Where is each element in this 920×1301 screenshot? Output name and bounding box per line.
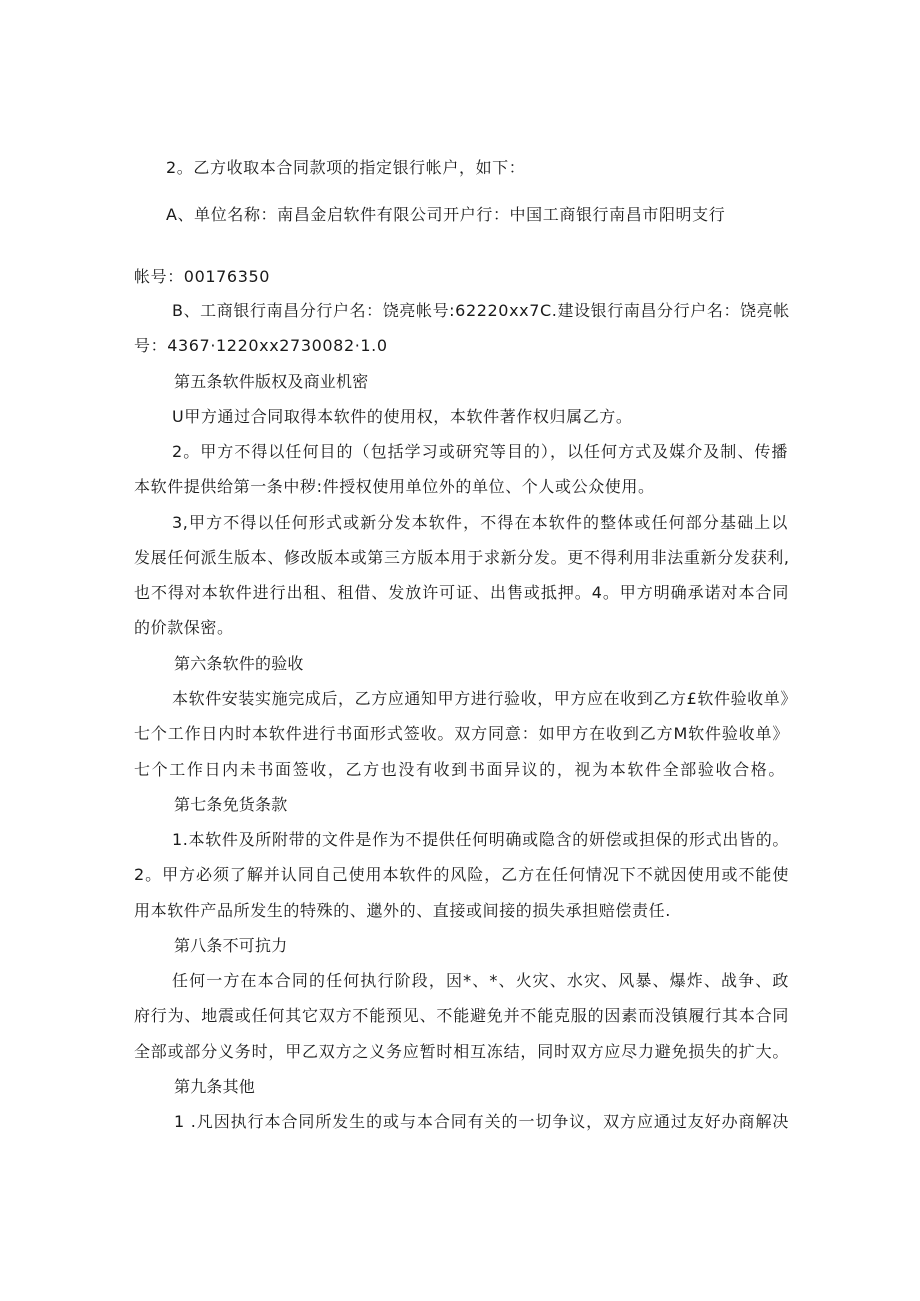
section-heading-9: 第九条其他 — [174, 1077, 256, 1096]
section-heading-5: 第五条软件版权及商业机密 — [174, 372, 369, 391]
clause-7-2: 2。甲方必须了解并认同自己使用本软件的风险，乙方在任何情况下不就因使用或不能使 — [134, 865, 789, 884]
clause-8-1-cont-2: 全部或部分义务时，甲乙双方之义务应暂时相互冻结，同时双方应尽力避免损失的扩大。 — [134, 1042, 789, 1061]
section-heading-7: 第七条免货条款 — [174, 795, 288, 814]
clause-bank-account-a: A、单位名称：南昌金启软件有限公司开户行：中国工商银行南昌市阳明支行 — [166, 205, 726, 224]
clause-bank-account-intro: 2。乙方收取本合同款项的指定银行帐户，如下： — [166, 158, 526, 177]
clause-bank-account-b-cont: 号：4367·1220xx2730082·1.0 — [134, 336, 388, 355]
clause-5-3-cont-2: 也不得对本软件进行出租、租借、发放许可证、出售或抵押。4。甲方明确承诺对本合同 — [134, 583, 789, 602]
clause-5-2-cont: 本软件提供给第一条中秽:件授权使用单位外的单位、个人或公众使用。 — [134, 477, 655, 496]
clause-6-1: 本软件安装实施完成后，乙方应通知甲方进行验收，甲方应在收到乙方£软件验收单》 — [172, 689, 797, 708]
clause-6-1-cont-1: 七个工作日内时本软件进行书面形式签收。双方同意：如甲方在收到乙方M软件验收单》 — [134, 724, 789, 743]
clause-7-2-cont: 用本软件产品所发生的特殊的、邋外的、直接或间接的损失承担赔偿责任. — [134, 901, 671, 920]
clause-5-2: 2。甲方不得以任何目的（包括学习或研究等目的），以任何方式及媒介及制、传播 — [172, 442, 788, 461]
clause-7-1: 1.本软件及所附带的文件是作为不提供任何明确或隐含的妍偿或担保的形式出皆的。 — [172, 830, 789, 849]
clause-6-1-cont-2: 七个工作日内未书面签收，乙方也没有收到书面异议的，视为本软件全部验收合格。 — [134, 760, 785, 779]
clause-5-3: 3,甲方不得以任何形式或新分发本软件，不得在本软件的整体或任何部分基础上以 — [172, 513, 788, 532]
clause-bank-account-b: B、工商银行南昌分行户名：饶亮帐号:62220xx7C.建设银行南昌分行户名：饶亮帐 — [172, 301, 790, 320]
clause-5-1: U甲方通过合同取得本软件的使用权，本软件著作权归属乙方。 — [172, 407, 633, 426]
clause-9-1: 1 .凡因执行本合同所发生的或与本合同有关的一切争议，双方应通过友好办商解决 — [174, 1112, 789, 1131]
clause-5-4-cont: 的价款保密。 — [134, 618, 234, 637]
section-heading-6: 第六条软件的验收 — [174, 654, 304, 673]
clause-8-1-cont-1: 府行为、地震或任何其它双方不能预见、不能避免并不能克服的因素而没镇履行其本合同 — [134, 1006, 789, 1025]
clause-5-3-cont-1: 发展任何派生版本、修改版本或第三方版本用于求新分发。更不得利用非法重新分发获利, — [134, 548, 789, 567]
account-number-line: 帐号：00176350 — [134, 267, 271, 286]
section-heading-8: 第八条不可抗力 — [174, 936, 288, 955]
clause-8-1: 任何一方在本合同的任何执行阶段，因*、*、火灾、水灾、风暴、爆炸、战争、政 — [172, 971, 789, 990]
